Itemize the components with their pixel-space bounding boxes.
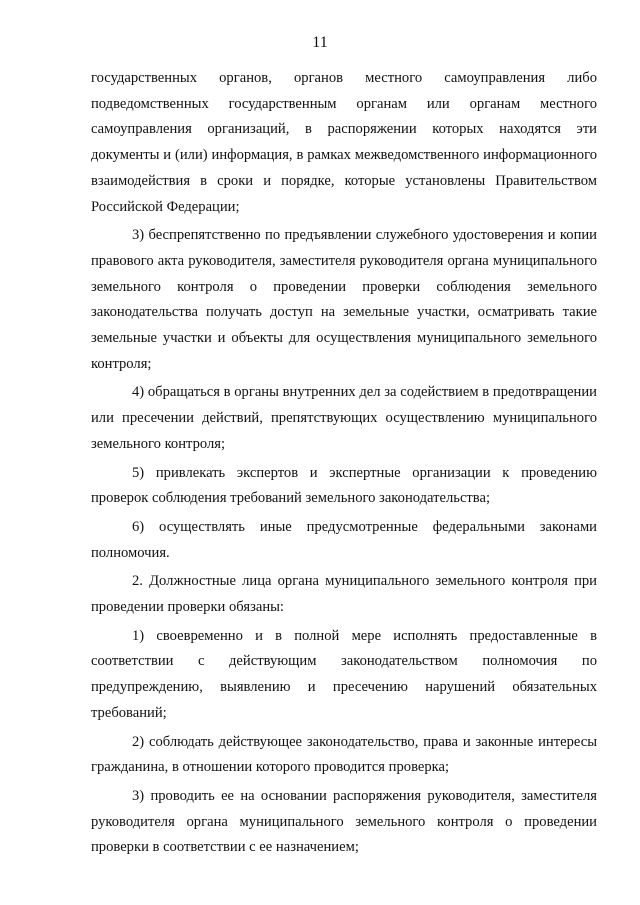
paragraph-section-2: 2. Должностные лица органа муниципального земельного контроля при проведении проверки обязаны: — [91, 573, 597, 616]
document-body — [91, 66, 597, 864]
paragraph-duty-2: 2) соблюдать действующее законодательство, права и законные интересы гражданина, в отношении которого проводится проверка; — [91, 733, 597, 776]
paragraph-continuation: государственных органов, органов местного самоуправления либо подведомственных государственным органам или органам местного самоуправления организаций, в распоряжении которых находятся эти документы и (или) информация, в рамках межведомственного информационного взаимодействия в сроки и порядке, которые установлены Правительством Российской Федерации; — [91, 70, 597, 215]
page-number: 11 — [312, 34, 328, 51]
paragraph-duty-1: 1) своевременно и в полной мере исполнять предоставленные в соответствии с действующим законодательством полномочия по предупреждению, выявлению и пресечению нарушений обязательных требований; — [91, 627, 597, 721]
paragraph-item-3: 3) беспрепятственно по предъявлении служебного удостоверения и копии правового акта руководителя, заместителя руководителя органа муниципального земельного контроля о проведении проверки соблюдения земельного законодательства получать доступ на земельные участки, осматривать такие земельные участки и объекты для осуществления муниципального земельного контроля; — [91, 227, 597, 372]
paragraph-item-4: 4) обращаться в органы внутренних дел за содействием в предотвращении или пресечении действий, препятствующих осуществлению муниципального земельного контроля; — [91, 384, 597, 452]
paragraph-duty-3: 3) проводить ее на основании распоряжения руководителя, заместителя руководителя органа муниципального земельного контроля о проведении проверки в соответствии с ее назначением; — [91, 787, 597, 856]
paragraph-item-5: 5) привлекать экспертов и экспертные организации к проведению проверок соблюдения требований земельного законодательства; — [91, 464, 597, 507]
paragraph-item-6: 6) осуществлять иные предусмотренные федеральными законами полномочия. — [91, 518, 597, 561]
